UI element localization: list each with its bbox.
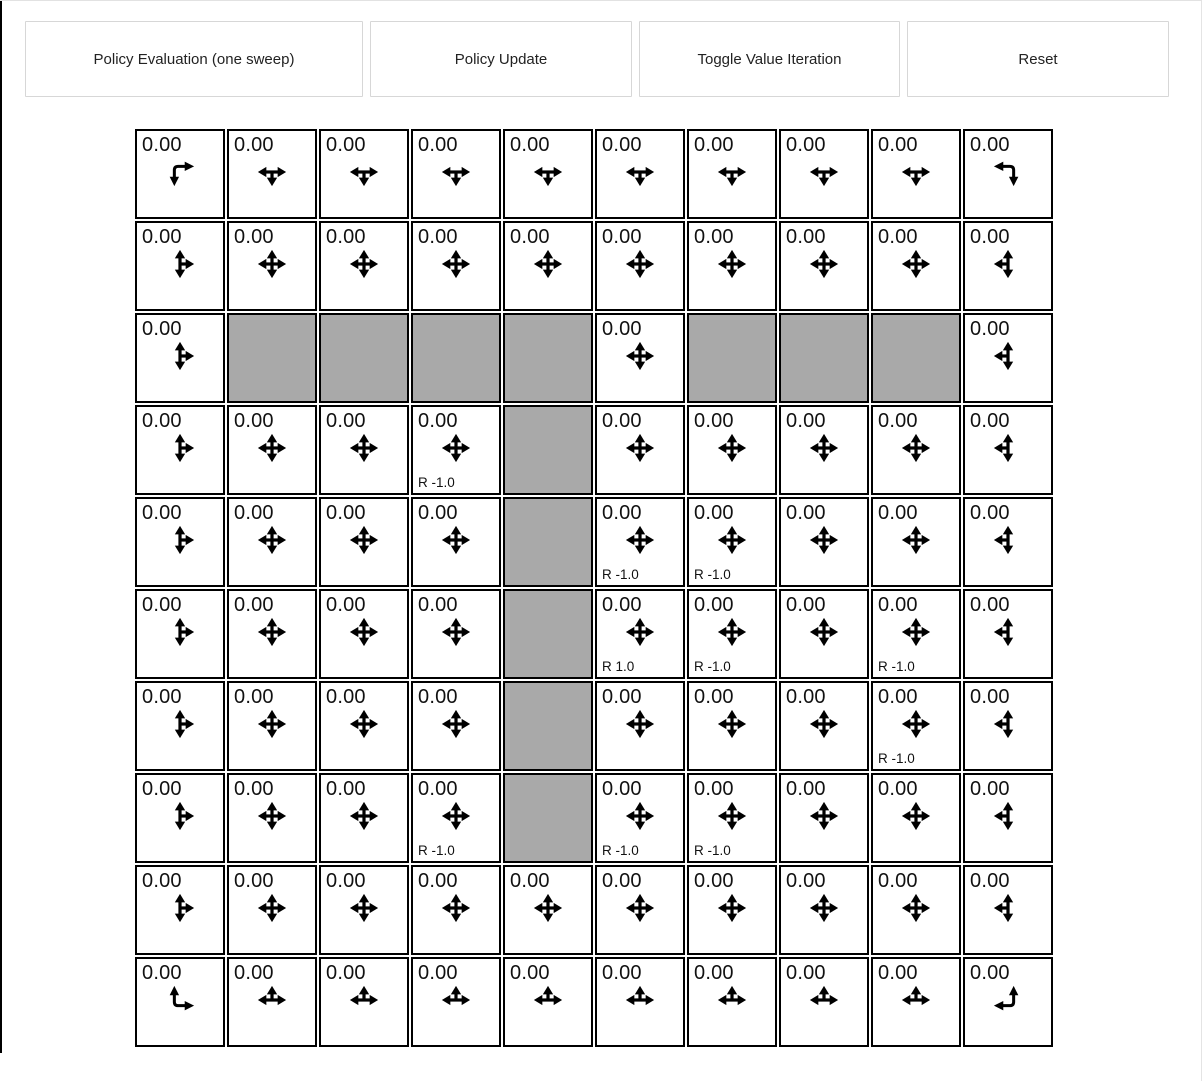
- policy-evaluation-button[interactable]: Policy Evaluation (one sweep): [25, 21, 363, 97]
- arrows-all-directions-icon: [229, 524, 315, 556]
- grid-cell: [687, 589, 777, 679]
- grid-cell: [779, 221, 869, 311]
- grid-cell: [227, 681, 317, 771]
- arrows-all-directions-icon: [597, 248, 683, 280]
- grid-cell: [135, 957, 225, 1047]
- arrows-all-directions-icon: [229, 616, 315, 648]
- wall-cell: [503, 497, 593, 587]
- grid-cell: [871, 497, 961, 587]
- grid-cell: [871, 957, 961, 1047]
- grid-cell: [135, 589, 225, 679]
- arrows-left-right-up-icon: [229, 984, 315, 1016]
- arrows-all-directions-icon: [873, 432, 959, 464]
- grid-cell: [779, 773, 869, 863]
- cell-value: 0.00: [878, 134, 918, 156]
- grid-cell: [227, 865, 317, 955]
- arrows-left-right-down-icon: [321, 156, 407, 188]
- cell-value: 0.00: [326, 686, 366, 708]
- reset-button[interactable]: Reset: [907, 21, 1169, 97]
- cell-value: 0.00: [694, 870, 734, 892]
- arrows-all-directions-icon: [781, 248, 867, 280]
- arrows-up-down-left-icon: [965, 340, 1051, 372]
- arrows-left-right-up-icon: [505, 984, 591, 1016]
- grid-cell: [963, 957, 1053, 1047]
- cell-value: 0.00: [326, 502, 366, 524]
- grid-cell: [963, 681, 1053, 771]
- arrows-all-directions-icon: [413, 248, 499, 280]
- grid-cell: [319, 957, 409, 1047]
- cell-value: 0.00: [142, 502, 182, 524]
- arrows-up-down-left-icon: [965, 616, 1051, 648]
- arrows-all-directions-icon: [873, 892, 959, 924]
- grid-cell: [963, 405, 1053, 495]
- arrows-up-down-left-icon: [965, 248, 1051, 280]
- arrows-all-directions-icon: [873, 800, 959, 832]
- arrows-all-directions-icon: [229, 892, 315, 924]
- wall-cell: [687, 313, 777, 403]
- arrows-all-directions-icon: [781, 800, 867, 832]
- arrows-all-directions-icon: [873, 708, 959, 740]
- cell-value: 0.00: [510, 870, 550, 892]
- grid-cell: [963, 773, 1053, 863]
- arrows-up-down-right-icon: [137, 340, 223, 372]
- grid-cell: [595, 957, 685, 1047]
- arrow-elbow-down-right-icon: [137, 156, 223, 188]
- cell-value: 0.00: [602, 226, 642, 248]
- arrows-up-down-right-icon: [137, 524, 223, 556]
- arrows-left-right-down-icon: [229, 156, 315, 188]
- cell-value: 0.00: [234, 962, 274, 984]
- grid-cell: [779, 497, 869, 587]
- arrows-all-directions-icon: [413, 524, 499, 556]
- arrows-all-directions-icon: [597, 432, 683, 464]
- wall-cell: [503, 405, 593, 495]
- cell-value: 0.00: [142, 594, 182, 616]
- grid-cell: [963, 129, 1053, 219]
- grid-cell: [503, 129, 593, 219]
- arrows-all-directions-icon: [413, 432, 499, 464]
- grid-cell: [963, 221, 1053, 311]
- arrows-up-down-right-icon: [137, 800, 223, 832]
- arrows-up-down-right-icon: [137, 248, 223, 280]
- cell-value: 0.00: [970, 870, 1010, 892]
- cell-value: 0.00: [326, 870, 366, 892]
- cell-value: 0.00: [418, 962, 458, 984]
- arrows-left-right-down-icon: [781, 156, 867, 188]
- arrows-all-directions-icon: [781, 616, 867, 648]
- grid-cell: [871, 221, 961, 311]
- reward-label: R -1.0: [694, 659, 731, 674]
- cell-value: 0.00: [142, 410, 182, 432]
- grid-cell: [411, 589, 501, 679]
- grid-cell: [135, 129, 225, 219]
- grid-cell: [503, 865, 593, 955]
- arrows-left-right-down-icon: [413, 156, 499, 188]
- arrows-left-right-down-icon: [505, 156, 591, 188]
- grid-cell: [135, 497, 225, 587]
- arrows-all-directions-icon: [781, 708, 867, 740]
- grid-cell: [687, 957, 777, 1047]
- cell-value: 0.00: [234, 226, 274, 248]
- cell-value: 0.00: [878, 226, 918, 248]
- grid-cell: [779, 129, 869, 219]
- cell-value: 0.00: [234, 686, 274, 708]
- arrows-all-directions-icon: [689, 248, 775, 280]
- cell-value: 0.00: [878, 410, 918, 432]
- cell-value: 0.00: [878, 686, 918, 708]
- arrow-elbow-down-left-icon: [965, 156, 1051, 188]
- grid-cell: [687, 865, 777, 955]
- cell-value: 0.00: [970, 962, 1010, 984]
- cell-value: 0.00: [142, 134, 182, 156]
- cell-value: 0.00: [878, 962, 918, 984]
- arrows-left-right-up-icon: [781, 984, 867, 1016]
- arrows-all-directions-icon: [321, 616, 407, 648]
- reward-label: R -1.0: [418, 843, 455, 858]
- cell-value: 0.00: [786, 778, 826, 800]
- arrows-all-directions-icon: [413, 708, 499, 740]
- grid-cell: [227, 221, 317, 311]
- arrows-all-directions-icon: [321, 248, 407, 280]
- grid-cell: [595, 773, 685, 863]
- cell-value: 0.00: [142, 318, 182, 340]
- cell-value: 0.00: [786, 410, 826, 432]
- arrows-all-directions-icon: [781, 524, 867, 556]
- arrows-all-directions-icon: [321, 892, 407, 924]
- cell-value: 0.00: [142, 686, 182, 708]
- reward-label: R -1.0: [602, 567, 639, 582]
- arrows-all-directions-icon: [229, 248, 315, 280]
- grid-cell: [135, 221, 225, 311]
- grid-cell: [963, 865, 1053, 955]
- grid-cell: [779, 865, 869, 955]
- arrows-all-directions-icon: [689, 432, 775, 464]
- arrows-up-down-left-icon: [965, 524, 1051, 556]
- grid-cell: [963, 589, 1053, 679]
- arrows-up-down-right-icon: [137, 432, 223, 464]
- cell-value: 0.00: [602, 962, 642, 984]
- grid-cell: [871, 129, 961, 219]
- cell-value: 0.00: [418, 226, 458, 248]
- grid-cell: [687, 681, 777, 771]
- grid-cell: [963, 497, 1053, 587]
- grid-cell: [687, 129, 777, 219]
- grid-cell: [319, 497, 409, 587]
- arrows-up-down-left-icon: [965, 892, 1051, 924]
- grid-cell: [687, 497, 777, 587]
- grid-cell: [963, 313, 1053, 403]
- wall-cell: [227, 313, 317, 403]
- wall-cell: [503, 589, 593, 679]
- cell-value: 0.00: [970, 502, 1010, 524]
- cell-value: 0.00: [418, 594, 458, 616]
- arrows-all-directions-icon: [689, 800, 775, 832]
- cell-value: 0.00: [694, 594, 734, 616]
- reward-label: R -1.0: [878, 751, 915, 766]
- cell-value: 0.00: [786, 870, 826, 892]
- arrows-all-directions-icon: [321, 432, 407, 464]
- cell-value: 0.00: [786, 226, 826, 248]
- arrows-all-directions-icon: [689, 524, 775, 556]
- arrows-left-right-down-icon: [689, 156, 775, 188]
- arrows-all-directions-icon: [229, 708, 315, 740]
- grid-cell: [411, 129, 501, 219]
- arrows-up-down-left-icon: [965, 708, 1051, 740]
- cell-value: 0.00: [970, 226, 1010, 248]
- cell-value: 0.00: [602, 594, 642, 616]
- arrows-left-right-up-icon: [689, 984, 775, 1016]
- grid-cell: [227, 129, 317, 219]
- grid-cell: [595, 681, 685, 771]
- cell-value: 0.00: [418, 410, 458, 432]
- grid-cell: [411, 221, 501, 311]
- grid-cell: [319, 405, 409, 495]
- wall-cell: [503, 681, 593, 771]
- arrows-all-directions-icon: [597, 800, 683, 832]
- grid-cell: [227, 773, 317, 863]
- grid-cell: [135, 313, 225, 403]
- arrows-all-directions-icon: [597, 616, 683, 648]
- cell-value: 0.00: [602, 870, 642, 892]
- cell-value: 0.00: [510, 226, 550, 248]
- cell-value: 0.00: [602, 410, 642, 432]
- grid-cell: [227, 405, 317, 495]
- grid-cell: [319, 221, 409, 311]
- cell-value: 0.00: [786, 594, 826, 616]
- cell-value: 0.00: [970, 686, 1010, 708]
- grid-cell: [687, 221, 777, 311]
- grid-cell: [779, 589, 869, 679]
- arrows-all-directions-icon: [873, 616, 959, 648]
- arrows-up-down-right-icon: [137, 616, 223, 648]
- arrows-all-directions-icon: [597, 340, 683, 372]
- arrows-left-right-down-icon: [873, 156, 959, 188]
- wall-cell: [411, 313, 501, 403]
- grid-cell: [779, 681, 869, 771]
- cell-value: 0.00: [142, 962, 182, 984]
- cell-value: 0.00: [602, 134, 642, 156]
- grid-cell: [595, 865, 685, 955]
- cell-value: 0.00: [418, 870, 458, 892]
- cell-value: 0.00: [878, 594, 918, 616]
- arrows-all-directions-icon: [597, 708, 683, 740]
- reward-label: R -1.0: [694, 567, 731, 582]
- cell-value: 0.00: [786, 962, 826, 984]
- grid-cell: [687, 773, 777, 863]
- arrows-all-directions-icon: [597, 524, 683, 556]
- cell-value: 0.00: [602, 502, 642, 524]
- arrows-all-directions-icon: [229, 800, 315, 832]
- arrows-all-directions-icon: [689, 616, 775, 648]
- arrows-all-directions-icon: [321, 708, 407, 740]
- grid-cell: [319, 129, 409, 219]
- arrows-all-directions-icon: [781, 892, 867, 924]
- cell-value: 0.00: [326, 778, 366, 800]
- reward-label: R 1.0: [602, 659, 635, 674]
- grid-cell: [595, 221, 685, 311]
- grid-cell: [135, 773, 225, 863]
- wall-cell: [871, 313, 961, 403]
- grid-cell: [227, 957, 317, 1047]
- cell-value: 0.00: [234, 410, 274, 432]
- cell-value: 0.00: [878, 778, 918, 800]
- cell-value: 0.00: [970, 410, 1010, 432]
- grid-cell: [227, 497, 317, 587]
- reward-label: R -1.0: [602, 843, 639, 858]
- cell-value: 0.00: [326, 226, 366, 248]
- cell-value: 0.00: [234, 594, 274, 616]
- arrows-all-directions-icon: [413, 800, 499, 832]
- arrows-up-down-right-icon: [137, 708, 223, 740]
- cell-value: 0.00: [970, 134, 1010, 156]
- cell-value: 0.00: [234, 502, 274, 524]
- arrows-left-right-down-icon: [597, 156, 683, 188]
- grid-cell: [319, 865, 409, 955]
- grid-cell: [595, 589, 685, 679]
- grid-cell: [595, 497, 685, 587]
- grid-cell: [135, 865, 225, 955]
- wall-cell: [779, 313, 869, 403]
- toolbar: [25, 21, 1169, 97]
- grid-cell: [411, 681, 501, 771]
- arrows-all-directions-icon: [781, 432, 867, 464]
- cell-value: 0.00: [970, 318, 1010, 340]
- arrows-all-directions-icon: [413, 892, 499, 924]
- cell-value: 0.00: [878, 502, 918, 524]
- cell-value: 0.00: [694, 962, 734, 984]
- reward-label: R -1.0: [694, 843, 731, 858]
- arrows-all-directions-icon: [505, 248, 591, 280]
- cell-value: 0.00: [510, 962, 550, 984]
- cell-value: 0.00: [234, 134, 274, 156]
- grid-cell: [411, 773, 501, 863]
- reward-label: R -1.0: [418, 475, 455, 490]
- arrows-all-directions-icon: [597, 892, 683, 924]
- wall-cell: [503, 773, 593, 863]
- arrows-all-directions-icon: [505, 892, 591, 924]
- grid-cell: [319, 681, 409, 771]
- cell-value: 0.00: [510, 134, 550, 156]
- cell-value: 0.00: [970, 594, 1010, 616]
- cell-value: 0.00: [694, 502, 734, 524]
- cell-value: 0.00: [142, 226, 182, 248]
- arrow-elbow-up-left-icon: [965, 984, 1051, 1016]
- cell-value: 0.00: [694, 686, 734, 708]
- grid-cell: [503, 957, 593, 1047]
- cell-value: 0.00: [142, 778, 182, 800]
- cell-value: 0.00: [602, 686, 642, 708]
- cell-value: 0.00: [602, 318, 642, 340]
- cell-value: 0.00: [970, 778, 1010, 800]
- cell-value: 0.00: [694, 410, 734, 432]
- cell-value: 0.00: [786, 686, 826, 708]
- grid-cell: [779, 405, 869, 495]
- cell-value: 0.00: [694, 226, 734, 248]
- policy-update-button[interactable]: Policy Update: [370, 21, 632, 97]
- cell-value: 0.00: [878, 870, 918, 892]
- cell-value: 0.00: [418, 778, 458, 800]
- cell-value: 0.00: [418, 686, 458, 708]
- arrows-all-directions-icon: [321, 524, 407, 556]
- cell-value: 0.00: [326, 594, 366, 616]
- wall-cell: [319, 313, 409, 403]
- grid-cell: [411, 957, 501, 1047]
- arrow-elbow-up-right-icon: [137, 984, 223, 1016]
- grid-cell: [595, 129, 685, 219]
- arrows-up-down-left-icon: [965, 432, 1051, 464]
- grid-cell: [411, 405, 501, 495]
- grid-cell: [227, 589, 317, 679]
- cell-value: 0.00: [418, 134, 458, 156]
- cell-value: 0.00: [418, 502, 458, 524]
- arrows-up-down-right-icon: [137, 892, 223, 924]
- arrows-all-directions-icon: [873, 524, 959, 556]
- arrows-left-right-up-icon: [597, 984, 683, 1016]
- cell-value: 0.00: [234, 870, 274, 892]
- cell-value: 0.00: [142, 870, 182, 892]
- gridworld-grid: [135, 129, 1053, 1047]
- grid-cell: [411, 497, 501, 587]
- wall-cell: [503, 313, 593, 403]
- reward-label: R -1.0: [878, 659, 915, 674]
- arrows-all-directions-icon: [413, 616, 499, 648]
- cell-value: 0.00: [326, 410, 366, 432]
- arrows-left-right-up-icon: [873, 984, 959, 1016]
- arrows-all-directions-icon: [873, 248, 959, 280]
- grid-cell: [871, 865, 961, 955]
- arrows-left-right-up-icon: [321, 984, 407, 1016]
- grid-cell: [319, 773, 409, 863]
- grid-cell: [411, 865, 501, 955]
- grid-cell: [503, 221, 593, 311]
- grid-cell: [135, 405, 225, 495]
- cell-value: 0.00: [326, 962, 366, 984]
- toggle-value-iteration-button[interactable]: Toggle Value Iteration: [639, 21, 900, 97]
- arrows-all-directions-icon: [229, 432, 315, 464]
- arrows-up-down-left-icon: [965, 800, 1051, 832]
- grid-cell: [595, 313, 685, 403]
- arrows-left-right-up-icon: [413, 984, 499, 1016]
- grid-cell: [319, 589, 409, 679]
- screen-edge-artifact: [0, 1, 2, 1053]
- arrows-all-directions-icon: [689, 892, 775, 924]
- cell-value: 0.00: [786, 502, 826, 524]
- cell-value: 0.00: [234, 778, 274, 800]
- cell-value: 0.00: [602, 778, 642, 800]
- grid-cell: [871, 405, 961, 495]
- grid-cell: [687, 405, 777, 495]
- grid-cell: [595, 405, 685, 495]
- grid-cell: [871, 773, 961, 863]
- cell-value: 0.00: [326, 134, 366, 156]
- arrows-all-directions-icon: [689, 708, 775, 740]
- arrows-all-directions-icon: [321, 800, 407, 832]
- grid-cell: [135, 681, 225, 771]
- grid-cell: [871, 681, 961, 771]
- grid-cell: [779, 957, 869, 1047]
- cell-value: 0.00: [786, 134, 826, 156]
- cell-value: 0.00: [694, 134, 734, 156]
- grid-cell: [871, 589, 961, 679]
- cell-value: 0.00: [694, 778, 734, 800]
